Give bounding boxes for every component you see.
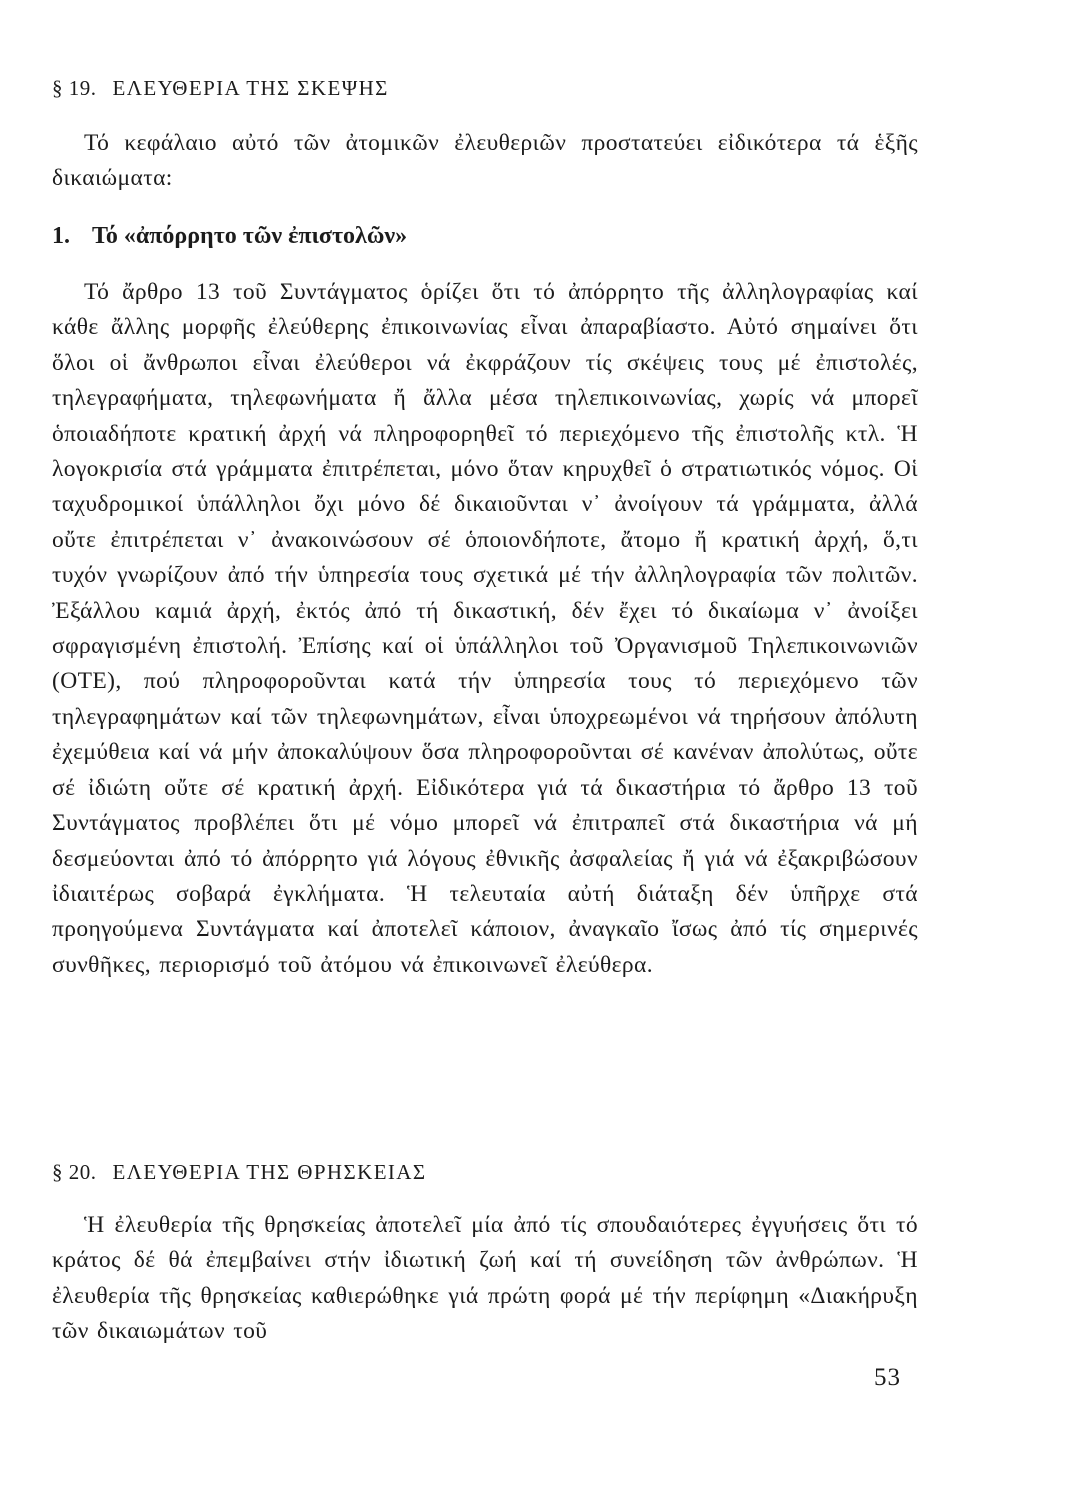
subsection-1-title: Τό «ἀπόρρητο τῶν ἐπιστολῶν» (92, 223, 408, 249)
section-19-intro: Τό κεφάλαιο αὐτό τῶν ἀτομικῶν ἐλευθεριῶν προστατεύει εἰδικότερα τά ἑξῆς δικαιώματα: (52, 130, 918, 192)
subsection-1-heading (52, 223, 918, 250)
section-19-number: § 19. (52, 76, 97, 100)
section-19-title: ΕΛΕΥΘΕΡΙΑ ΤΗΣ ΣΚΕΨΗΣ (112, 76, 389, 100)
section-20-body: Ἡ ἐλευθερία τῆς θρησκείας ἀποτελεῖ μία ἀπό τίς σπουδαιότερες ἐγγυήσεις ὅτι τό κράτος δέ θά ἐπεμβαίνει στήν ἰδιωτική ζωή καί τή συνείδηση τῶν ἀνθρώπων. Ἡ ἐλευθερία τῆς θρησκείας καθιερώθηκε γιά πρώτη φορά μέ τήν περίφημη «Διακήρυξη τῶν δικαιωμάτων τοῦ (52, 1212, 918, 1345)
section-19-body: Τό ἄρθρο 13 τοῦ Συντάγματος ὁρίζει ὅτι τό ἀπόρρητο τῆς ἀλληλογραφίας καί κάθε ἄλλης μορφῆς ἐλεύθερης ἐπικοινωνίας εἶναι ἀπαραβίαστο. Αὐτό σημαίνει ὅτι ὅλοι οἱ ἄνθρωποι εἶναι ἐλεύθεροι νά ἐκφράζουν τίς σκέψεις τους μέ ἐπιστολές, τηλεγραφήματα, τηλεφωνήματα ἤ ἄλλα μέσα τηλεπικοινωνίας, χωρίς νά μπορεῖ ὁποιαδήποτε κρατική ἀρχή νά πληροφορηθεῖ τό περιεχόμενο τῆς ἐπιστολῆς κτλ. Ἡ λογοκρισία στά γράμματα ἐπιτρέπεται, μόνο ὅταν κηρυχθεῖ ὁ στρατιωτικός νόμος. Οἱ ταχυδρομικοί ὑπάλληλοι ὄχι μόνο δέ δικαιοῦνται ν᾽ ἀνοίγουν τά γράμματα, ἀλλά οὔτε ἐπιτρέπεται ν᾽ ἀνακοινώσουν σέ ὁποιονδήποτε, ἄτομο ἤ κρατική ἀρχή, ὅ,τι τυχόν γνωρίζουν ἀπό τήν ὑπηρεσία τους σχετικά μέ τήν ἀλληλογραφία τῶν πολιτῶν. Ἐξάλλου καμιά ἀρχή, ἐκτός ἀπό τή δικαστική, δέν ἔχει τό δικαίωμα ν᾽ ἀνοίξει σφραγισμένη ἐπιστολή. Ἐπίσης καί οἱ ὑπάλληλοι τοῦ Ὀργανισμοῦ Τηλεπικοινωνιῶν (ΟΤΕ), πού πληροφοροῦνται κατά τήν ὑπηρεσία τους τό περιεχόμενο τῶν τηλεγραφημάτων καί τῶν τηλεφωνημάτων, εἶναι ὑποχρεωμένοι νά τηρήσουν ἀπόλυτη ἐχεμύθεια καί νά μήν ἀποκαλύψουν ὅσα πληροφοροῦνται σέ κανέναν ἀπολύτως, οὔτε σέ ἰδιώτη οὔτε σέ κρατική ἀρχή. Εἰδικότερα γιά τά δικαστήρια τό ἄρθρο 13 τοῦ Συντάγματος προβλέπει ὅτι μέ νόμο μπορεῖ νά ἐπιτραπεῖ στά δικαστήρια νά μή δεσμεύονται ἀπό τό ἀπόρρητο γιά λόγους ἐθνικῆς ἀσφαλείας ἤ γιά νά ἐξακριβώσουν ἰδιαιτέρως σοβαρά ἐγκλήματα. Ἡ τελευταία αὐτή διάταξη δέν ὑπῆρχε στά προηγούμενα Συντάγματα καί ἀποτελεῖ κάποιον, ἀναγκαῖο ἴσως ἀπό τίς σημερινές συνθῆκες, περιορισμό τοῦ ἀτόμου νά ἐπικοινωνεῖ ἐλεύθερα. (52, 279, 918, 978)
subsection-1-number: 1. (52, 223, 70, 249)
section-20-number: § 20. (52, 1160, 97, 1184)
section-19-heading (52, 76, 918, 101)
page-number: 53 (874, 1364, 901, 1391)
section-20-heading (52, 1160, 918, 1185)
section-20-title: ΕΛΕΥΘΕΡΙΑ ΤΗΣ ΘΡΗΣΚΕΙΑΣ (112, 1160, 427, 1184)
